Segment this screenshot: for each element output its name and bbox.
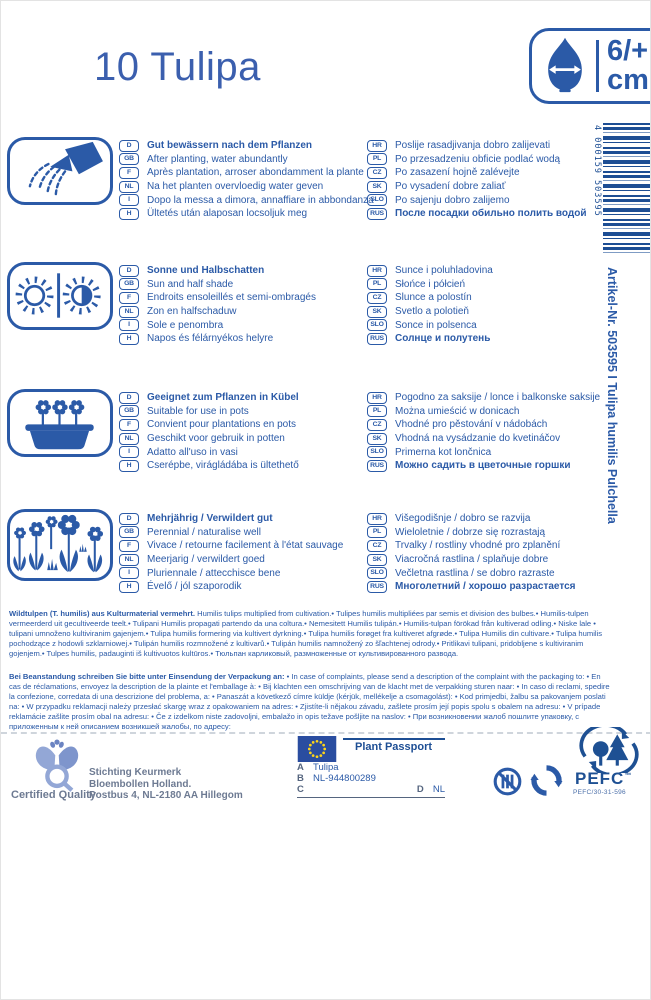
language-code-badge: D	[119, 140, 139, 152]
instruction-text: Vhodná na vysádzanie do kvetináčov	[395, 433, 561, 445]
instruction-row	[367, 566, 623, 580]
instruction-text: Slunce a polostín	[395, 292, 472, 304]
language-code-badge: GB	[119, 526, 139, 538]
instruction-row	[119, 526, 365, 540]
keurmerk-address	[89, 767, 243, 802]
instruction-text: Pogodno za saksije / lonce i balkonske saksije	[395, 392, 601, 404]
address-line: Postbus 4, NL-2180 AA Hillegom	[89, 790, 243, 801]
passport-value: Tulipa	[313, 762, 339, 773]
no-disposal-icon	[492, 766, 523, 802]
instruction-row	[367, 512, 623, 526]
instructions-watering-right	[367, 139, 623, 221]
instruction-text: Po przesadzeniu obficie podlać wodą	[395, 153, 561, 165]
complaints-body: • In case of complaints, please send a description of the complaint with the packaging to: • En cas de réclamations, envoyez la description de la plainte et l'emballage à: • Bij klachten een omschrijving van de klacht met de verpakking sturen naar: • In caso di reclami, spedire la confezione, corredata di una descrizione del problema, a: • Panaszát a következő címre küldje (kérjük, mellékelje a csomagolást): • Kod primjedbi, žalbu sa pakovanjem poslati na: • W przypadku reklamacji należy przesłać skargę wraz z opakowaniem na adres: • Zjistíte-li nějakou závadu, zašlete prosím její popis spolu s obalem na adresu: • V prípade reklamácie zašlite prosím obal na adresu: • Če z izdelkom niste zadovoljni, embalažo in opis težave pošljite na naslov: • При возникновении жалоб пошлите упаковку, с приложенным к ней описанием возникшей жалобы, по адресу:	[9, 672, 610, 732]
instruction-text: Gut bewässern nach dem Pflanzen	[147, 140, 313, 152]
instruction-row	[367, 264, 623, 278]
instruction-text: Primerna kot lončnica	[395, 446, 492, 458]
instruction-text: Po sajenju dobro zalijemo	[395, 194, 510, 206]
barcode	[603, 123, 651, 256]
instructions-pots-left	[119, 391, 365, 473]
instruction-row	[367, 291, 623, 305]
language-code-badge: H	[119, 460, 139, 472]
instructions-watering-left	[119, 139, 374, 221]
pefc-code: PEFC/30-31-596	[573, 789, 626, 796]
instruction-text: Svetlo a polotieň	[395, 306, 469, 318]
instruction-text: Po zasazení hojně zalévejte	[395, 167, 520, 179]
instruction-text: Dopo la messa a dimora, annaffiare in abbondanza	[147, 194, 374, 206]
instructions-sun-right	[367, 264, 623, 346]
instruction-row	[119, 332, 365, 346]
instruction-row	[119, 207, 365, 221]
language-code-badge: PL	[367, 153, 387, 165]
language-code-badge: RUS	[367, 581, 387, 593]
passport-key: A	[297, 762, 304, 773]
instruction-text: Vivace / retourne facilement à l'état sauvage	[147, 540, 344, 552]
passport-row-b	[297, 773, 445, 784]
instruction-text: Višegodišnje / dobro se razvija	[395, 513, 531, 525]
language-code-badge: I	[119, 446, 139, 458]
instruction-row	[367, 432, 623, 446]
instruction-row	[119, 318, 365, 332]
instruction-text: Meerjarig / verwildert goed	[147, 554, 265, 566]
instruction-text: Endroits ensoleillés et semi-ombragés	[147, 292, 316, 304]
language-code-badge: HR	[367, 513, 387, 525]
plant-passport-rule	[343, 738, 445, 740]
bulb-size-badge	[529, 28, 651, 104]
instruction-row	[367, 332, 623, 346]
language-code-badge: CZ	[367, 419, 387, 431]
badge-divider	[596, 40, 599, 92]
passport-key: B	[297, 773, 304, 784]
language-code-badge: SK	[367, 554, 387, 566]
plant-passport-title: Plant Passport	[355, 741, 433, 753]
passport-value: NL	[432, 784, 445, 795]
instruction-text: Perennial / naturalise well	[147, 526, 261, 538]
instruction-text: Sunce i poluhladovina	[395, 265, 493, 277]
instruction-row	[119, 391, 365, 405]
article-number-text: Artikel-Nr. 503595 I Tulipa humilis Pulchella	[605, 267, 619, 524]
complaints-lead: Bei Beanstandung schreiben Sie bitte unter Einsendung der Verpackung an:	[9, 672, 285, 681]
instruction-text: Napos és félárnyékos helyre	[147, 333, 274, 345]
language-code-badge: PL	[367, 278, 387, 290]
language-code-badge: GB	[119, 278, 139, 290]
instruction-row	[367, 318, 623, 332]
instruction-row	[119, 405, 365, 419]
instruction-row	[119, 278, 365, 292]
instruction-row	[119, 291, 365, 305]
language-code-badge: SK	[367, 181, 387, 193]
language-code-badge: D	[119, 513, 139, 525]
language-code-badge: H	[119, 581, 139, 593]
language-code-badge: F	[119, 167, 139, 179]
instruction-text: Можно садить в цветочные горшки	[395, 460, 571, 472]
instruction-text: Geeignet zum Pflanzen in Kübel	[147, 392, 299, 404]
instruction-text: Convient pour plantations en pots	[147, 419, 296, 431]
instruction-row	[119, 459, 365, 473]
language-code-badge: D	[119, 265, 139, 277]
passport-value: NL-944800289	[313, 773, 376, 784]
language-code-badge: SLO	[367, 194, 387, 206]
instruction-row	[367, 405, 623, 419]
language-code-badge: I	[119, 319, 139, 331]
instruction-text: Многолетний / хорошо разрастается	[395, 581, 576, 593]
language-code-badge: GB	[119, 405, 139, 417]
instruction-row	[367, 580, 623, 594]
language-code-badge: SLO	[367, 446, 387, 458]
language-code-badge: NL	[119, 433, 139, 445]
instruction-text: Sole e penombra	[147, 319, 224, 331]
instruction-text: After planting, water abundantly	[147, 153, 288, 165]
pefc-tm: ™	[624, 772, 632, 780]
page-title: 10 Tulipa	[94, 45, 261, 89]
language-code-badge: RUS	[367, 208, 387, 220]
instruction-text: Večletna rastlina / se dobro razraste	[395, 567, 555, 579]
language-code-badge: GB	[119, 153, 139, 165]
language-code-badge: SK	[367, 433, 387, 445]
language-code-badge: CZ	[367, 167, 387, 179]
barcode-number: 4 000159 503595	[592, 125, 602, 217]
instruction-row	[119, 580, 365, 594]
instruction-text: Viacročná rastlina / splaňuje dobre	[395, 554, 549, 566]
language-code-badge: I	[119, 567, 139, 579]
pefc-name: PEFC	[575, 769, 625, 788]
language-code-badge: SK	[367, 306, 387, 318]
language-code-badge: RUS	[367, 460, 387, 472]
bulb-size-value: 6/+	[607, 35, 649, 67]
language-code-badge: F	[119, 292, 139, 304]
instruction-row	[367, 539, 623, 553]
instruction-row	[367, 459, 623, 473]
certified-quality-icon	[29, 736, 85, 797]
language-code-badge: HR	[367, 140, 387, 152]
instruction-row	[367, 418, 623, 432]
sun-half-shade-icon	[7, 262, 113, 330]
language-code-badge: RUS	[367, 333, 387, 345]
instruction-row	[119, 418, 365, 432]
passport-key: D	[416, 784, 424, 795]
instruction-row	[119, 432, 365, 446]
instruction-text: Évelő / jól szaporodik	[147, 581, 242, 593]
instruction-row	[367, 207, 623, 221]
instruction-row	[367, 180, 623, 194]
instruction-row	[119, 166, 365, 180]
language-code-badge: PL	[367, 405, 387, 417]
instructions-sun-left	[119, 264, 365, 346]
bulb-size-icon	[538, 35, 592, 98]
instruction-text: Vhodné pro pěstování v nádobách	[395, 419, 548, 431]
perennial-flowers-icon	[7, 509, 113, 581]
instruction-text: Sonne und Halbschatten	[147, 265, 265, 277]
language-code-badge: F	[119, 540, 139, 552]
instruction-text: Sonce in polsenca	[395, 319, 477, 331]
instruction-text: Słońce i półcień	[395, 278, 466, 290]
passport-key: C	[297, 784, 304, 795]
instruction-row	[367, 391, 623, 405]
instruction-row	[119, 566, 365, 580]
instructions-perennial-right	[367, 512, 623, 594]
instruction-text: Ültetés után alaposan locsoljuk meg	[147, 208, 308, 220]
instruction-row	[119, 153, 365, 167]
cultivation-body: Humilis tulips multiplied from cultivation.• Tulipes humilis multipliées par semis et division des bulbes.• Humilis-tulpen vermeerderd uit gecultiveerde teelt.• Tulipani Humilis propagati partendo da una coltura.• Nemesitett Humilis tulipán.• Humilis-tulpan förökad från kultiverad odling.• Niske lale • tulipani umnoženo kultiviranim gajenjem.• Tulipa humilis formering via kultivert dyrkning.• Tulipa humilis forøget fra kultiveret afgrøde.• Tulipa Humilis din cultivare.• Tulipa humilis pochodzące z hodowli szklarniowej.• Tulipán humilis rozmnožené z kultivarů.• Tulipán humilis namnožený zo šľachtenej odrody.• Pritlikavi tulipani, pridobljene s kultiviranim gojenjem.• Tulpes humilis, padauginti iš kultivuotos kultūros.• Тюльпан карликовый, размноженные от культивированного развода.	[9, 609, 603, 659]
instruction-row	[367, 445, 623, 459]
green-dot-icon	[530, 764, 563, 802]
instruction-text: Suitable for use in pots	[147, 405, 249, 417]
watering-can-icon	[7, 137, 113, 205]
language-code-badge: HR	[367, 392, 387, 404]
language-code-badge: D	[119, 392, 139, 404]
instruction-row	[119, 139, 365, 153]
instruction-text: Sun and half shade	[147, 278, 234, 290]
passport-row-a	[297, 762, 445, 773]
passport-row-cd	[297, 784, 445, 798]
instruction-row	[119, 305, 365, 319]
language-code-badge: F	[119, 419, 139, 431]
instruction-row	[119, 512, 365, 526]
address-line: Bloembollen Holland.	[89, 778, 192, 790]
instruction-text: Trvalky / rostliny vhodné pro zplanění	[395, 540, 561, 552]
instruction-row	[367, 305, 623, 319]
instruction-row	[119, 445, 365, 459]
instruction-row	[367, 553, 623, 567]
language-code-badge: H	[119, 208, 139, 220]
instruction-row	[119, 264, 365, 278]
instruction-text: Zon en halfschaduw	[147, 306, 237, 318]
instruction-text: Geschikt voor gebruik in potten	[147, 433, 285, 445]
instruction-text: Pluriennale / attecchisce bene	[147, 567, 281, 579]
instruction-row	[119, 553, 365, 567]
instruction-row	[367, 278, 623, 292]
language-code-badge: CZ	[367, 292, 387, 304]
instruction-text: Można umieścić w donicach	[395, 405, 520, 417]
instruction-text: После посадки обильно полить водой	[395, 208, 587, 220]
instruction-row	[119, 539, 365, 553]
language-code-badge: SLO	[367, 319, 387, 331]
language-code-badge: SLO	[367, 567, 387, 579]
cultivation-paragraph	[9, 609, 610, 659]
instruction-row	[367, 166, 623, 180]
instruction-row	[119, 180, 365, 194]
language-code-badge: CZ	[367, 540, 387, 552]
instruction-text: Po vysadení dobre zaliať	[395, 181, 506, 193]
language-code-badge: I	[119, 194, 139, 206]
address-line: Stichting Keurmerk	[89, 767, 182, 778]
language-code-badge: NL	[119, 181, 139, 193]
certified-quality-label: Certified Quality	[11, 789, 96, 801]
instruction-text: Cserépbe, virágládába is ültethető	[147, 460, 299, 472]
instruction-text: Солнце и полутень	[395, 333, 491, 345]
instruction-text: Mehrjährig / Verwildert gut	[147, 513, 273, 525]
instruction-row	[367, 193, 623, 207]
language-code-badge: HR	[367, 265, 387, 277]
instruction-text: Adatto all'uso in vasi	[147, 446, 238, 458]
instruction-text: Wieloletnie / dobrze się rozrastają	[395, 526, 546, 538]
language-code-badge: PL	[367, 526, 387, 538]
pefc-label	[575, 769, 631, 789]
cultivation-lead: Wildtulpen (T. humilis) aus Kulturmaterial vermehrt.	[9, 609, 196, 618]
instruction-row	[367, 139, 623, 153]
language-code-badge: NL	[119, 554, 139, 566]
instruction-text: Na het planten overvloedig water geven	[147, 181, 324, 193]
instruction-row	[119, 193, 374, 207]
language-code-badge: H	[119, 333, 139, 345]
flowers-in-pot-icon	[7, 389, 113, 457]
language-code-badge: NL	[119, 306, 139, 318]
bulb-size-unit: cm	[607, 64, 649, 96]
plant-passport	[297, 734, 445, 798]
instruction-row	[367, 526, 623, 540]
instructions-pots-right	[367, 391, 623, 473]
instruction-row	[367, 153, 623, 167]
instruction-text: Poslije rasadjivanja dobro zalijevati	[395, 140, 551, 152]
instruction-text: Après plantation, arroser abondamment la plante	[147, 167, 364, 179]
instructions-perennial-left	[119, 512, 365, 594]
complaints-paragraph	[9, 672, 610, 732]
